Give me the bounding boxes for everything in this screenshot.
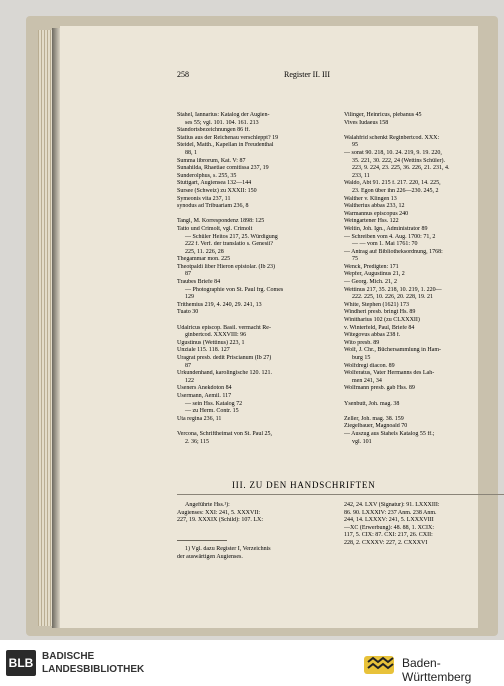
index-line: Uragrat presb. dedit Priscianum (Ib 27)	[177, 355, 272, 361]
index-line: Uta regina 236, 11	[177, 415, 222, 422]
running-title: Register II. III	[284, 70, 330, 79]
index-line: Angeführte Hss.¹):	[185, 502, 230, 508]
index-line: Theotpaldi liber Hieron epistolar. (Ib 23)	[177, 263, 275, 270]
index-line: 227, 19. XXXIX (Schild): 107. LX:	[177, 517, 263, 524]
index-line: Wenck, Predigten: 171	[344, 263, 399, 270]
index-line: — zu Herm. Contr. 15	[185, 408, 239, 415]
index-line: Windheri presb. bringt Hs. 89	[344, 309, 416, 316]
index-line: 88, 1	[185, 149, 197, 156]
library-name	[42, 650, 144, 676]
index-line: Wolfdregi diacon. 89	[344, 362, 395, 369]
state-coat-of-arms-icon	[362, 652, 396, 676]
index-line: Vives Iudaeus 158	[344, 119, 389, 126]
index-line: Summa librorum, Kat. V: 87	[177, 157, 246, 164]
index-line: 225, 11. 226, 28	[185, 248, 224, 255]
index-line: Unziale 115. 118. 127	[177, 347, 230, 354]
index-line: Trithemius 219, 4. 240, 29. 241, 13	[177, 301, 262, 308]
index-column-right	[344, 112, 504, 446]
index-line: v. Winterfeld, Paul, Briefe 84	[344, 324, 415, 331]
index-line: 23. Egon über ihn 226—230. 245, 2	[352, 187, 439, 194]
index-line: Wolf, J. Chr., Büchersammlung in Ham-	[344, 347, 442, 354]
index-line: Walahfrid schenkt Reginbertcod. XXX:	[344, 134, 440, 141]
index-line: Warmannus episcopus 240	[344, 210, 409, 217]
index-line: Witegovus abbas 238 f.	[344, 332, 401, 339]
index-line: 87	[185, 271, 191, 278]
index-line: Useners Anekdoton 84	[177, 385, 232, 392]
index-line: — sein Hss. Katalog 72	[185, 400, 243, 407]
index-line: 35. 221, 30. 222, 24 (Wettins Schüler).	[352, 157, 446, 164]
index-line: 87	[185, 362, 191, 369]
index-line: Vercona, Schriftheimat von St. Paul 25,	[177, 430, 272, 437]
index-line: 223, 9. 224, 23. 225, 36. 226, 21. 231, 4.	[352, 165, 450, 172]
index-line: Sunahilda, Rhaetiae comitissa 237, 19	[177, 165, 269, 172]
library-name-line1: BADISCHE	[42, 651, 95, 662]
section-rule	[177, 494, 504, 495]
index-line: vgl. 101	[352, 438, 372, 445]
section-heading: III. ZU DEN HANDSCHRIFTEN	[232, 480, 376, 490]
index-line	[177, 423, 339, 431]
index-line: synodus ad Tribuariam 236, 8	[177, 203, 249, 210]
index-line: Augienses: XXI: 241, 5. XXXVII:	[177, 509, 260, 516]
page-number: 258	[177, 70, 189, 79]
index-line: Ysenbutt, Joh. mag. 38	[344, 400, 400, 407]
index-line	[177, 317, 339, 325]
index-line: 2. 36; 115	[185, 438, 209, 445]
index-line: — Georg. Mich. 21, 2	[344, 279, 398, 286]
index-line: 1) Vgl. dazu Register I, Verzeichnis	[185, 546, 271, 552]
index-line	[344, 393, 504, 401]
index-line: — Schreiben vom 4. Aug. 1700: 71, 2	[344, 233, 436, 240]
index-line: Sunderolphus, s. 255, 35	[177, 172, 237, 179]
index-line: Urkundenhand, karolingische 120. 121.	[177, 370, 272, 377]
library-name-line2: LANDESBIBLIOTHEK	[42, 664, 145, 675]
index-line	[344, 408, 504, 416]
index-line: Wolfmann presb. gab Hss. 89	[344, 385, 415, 392]
state-name: Baden-Württemberg	[402, 656, 472, 684]
index-column-left	[177, 112, 339, 446]
index-line: Statius aus der Reichenau verschleppt? 19	[177, 134, 279, 141]
index-line: 129	[185, 294, 194, 301]
index-line: 75	[352, 256, 358, 263]
index-line: Winitharius 102 (zu CLXXXII)	[344, 317, 420, 324]
index-line: Tangl, M. Korrespondenz 1898: 125	[177, 218, 265, 225]
index-line: ses 55; vgl. 101. 104. 161. 213	[185, 119, 259, 126]
page-edges	[38, 30, 52, 626]
index-line: Wettinus 217, 35. 218, 10. 219, 1. 220—	[344, 286, 442, 293]
index-line: — sonst 90. 218, 10. 24. 219, 9. 19. 220,	[344, 149, 442, 156]
index-line: Waldo, Abt 91. 215 f. 217. 220, 14. 225,	[344, 180, 441, 187]
index-line: Wepfer, Augustinus 21, 2	[344, 271, 405, 278]
index-line: men 241, 34	[352, 377, 382, 384]
index-line: Tuato 30	[177, 309, 199, 316]
index-line: Weltin, Joh. Ign., Administrator 89	[344, 225, 428, 232]
index-line: Vilinger, Heinricus, plebanus 45	[344, 112, 422, 118]
index-line: Standortsbezeichnungen 86 ff.	[177, 127, 251, 134]
index-line: — Antrag auf Bibliotheksordnung, 1768:	[344, 248, 443, 255]
index-line: 244, 14. LXXXV: 241, 5. LXXXVIII	[344, 517, 434, 524]
index-line: Wolferatus, Vater Hermanns des Lah-	[344, 370, 435, 377]
index-line: 222. 225, 10. 226, 20. 228, 19. 21	[352, 294, 433, 301]
index-line: Traubes Briefe 84	[177, 279, 221, 286]
index-line: Stuttgart, Augiensea 132—144	[177, 180, 252, 187]
index-line: —XC (Erwerbung): 48. 88, 1. XCIX:	[344, 524, 434, 531]
footnote	[177, 546, 339, 561]
index-line: — Schüler Heitos 217, 25. Würdigung	[185, 233, 278, 240]
index-line: White, Stephen (1621) 173	[344, 301, 409, 308]
index-line: 242, 24. LXV (Signatur): 91. LXXXIII:	[344, 502, 440, 508]
index-line: Weingartener Hss. 122	[344, 218, 399, 225]
index-line: Symeonis vita 237, 11	[177, 195, 231, 202]
index-line: Walther v. Klingen 13	[344, 195, 397, 202]
index-line: 122	[185, 377, 194, 384]
index-line: Udalricus episcop. Basil. vermacht Re-	[177, 324, 271, 331]
index-line: der auswärtigen Augienses.	[177, 553, 243, 560]
index-line: Wito presb. 89	[344, 339, 380, 346]
footer-bar	[0, 640, 504, 686]
index-line: — Auszug aus Stahels Katalog 55 ff.;	[344, 430, 435, 437]
index-line: Thegammar mon. 225	[177, 256, 231, 263]
index-line: Zeller, Joh. mag. 38. 159	[344, 415, 404, 422]
index-line: Tatto und Crimolt, vgl. Crimolt	[177, 225, 253, 232]
index-line: Ziegelbauer, Magnoald 70	[344, 423, 408, 430]
index-line: 233, 11	[352, 172, 370, 179]
blb-logo[interactable]: BLB	[6, 650, 36, 676]
index-line: burg 15	[352, 355, 371, 361]
index-line: 222 f. Verf. der translatio s. Genesii?	[185, 241, 274, 248]
index-line: Ugustinus (Wettinus) 223, 1	[177, 339, 245, 346]
index-line: 86. 90. LXXXIV: 237 Anm. 238 Anm.	[344, 509, 437, 516]
section-column-right	[344, 502, 504, 548]
index-line: 228, 2. CXXXV: 227, 2. CXXXVI	[344, 539, 428, 546]
index-line	[344, 127, 504, 135]
index-line: — — vom 1. Mai 1761: 70	[352, 241, 418, 248]
book-gutter	[52, 28, 60, 628]
index-line: Steidel, Matth., Kapellan in Freudenthal	[177, 142, 274, 149]
index-line: ginbertcod. XXXVIII: 96	[185, 332, 247, 339]
index-line: 95	[352, 142, 358, 149]
index-line: Sursee (Schweiz) zu XXXII: 150	[177, 187, 257, 194]
index-line: Usermann, Aemil. 117	[177, 392, 232, 399]
index-line: 117, 5. CIX: 87. CXI: 217, 26. CXII:	[344, 532, 433, 539]
index-line: Stahel, Iannarius: Katalog der Augien-	[177, 112, 270, 118]
section-column-left	[177, 502, 339, 525]
index-line: Waltherius abbas 233, 12	[344, 203, 405, 210]
footnote-rule	[177, 540, 227, 541]
index-line: — Photographie von St. Paul frg. Comes	[185, 286, 284, 293]
index-line	[177, 211, 339, 219]
